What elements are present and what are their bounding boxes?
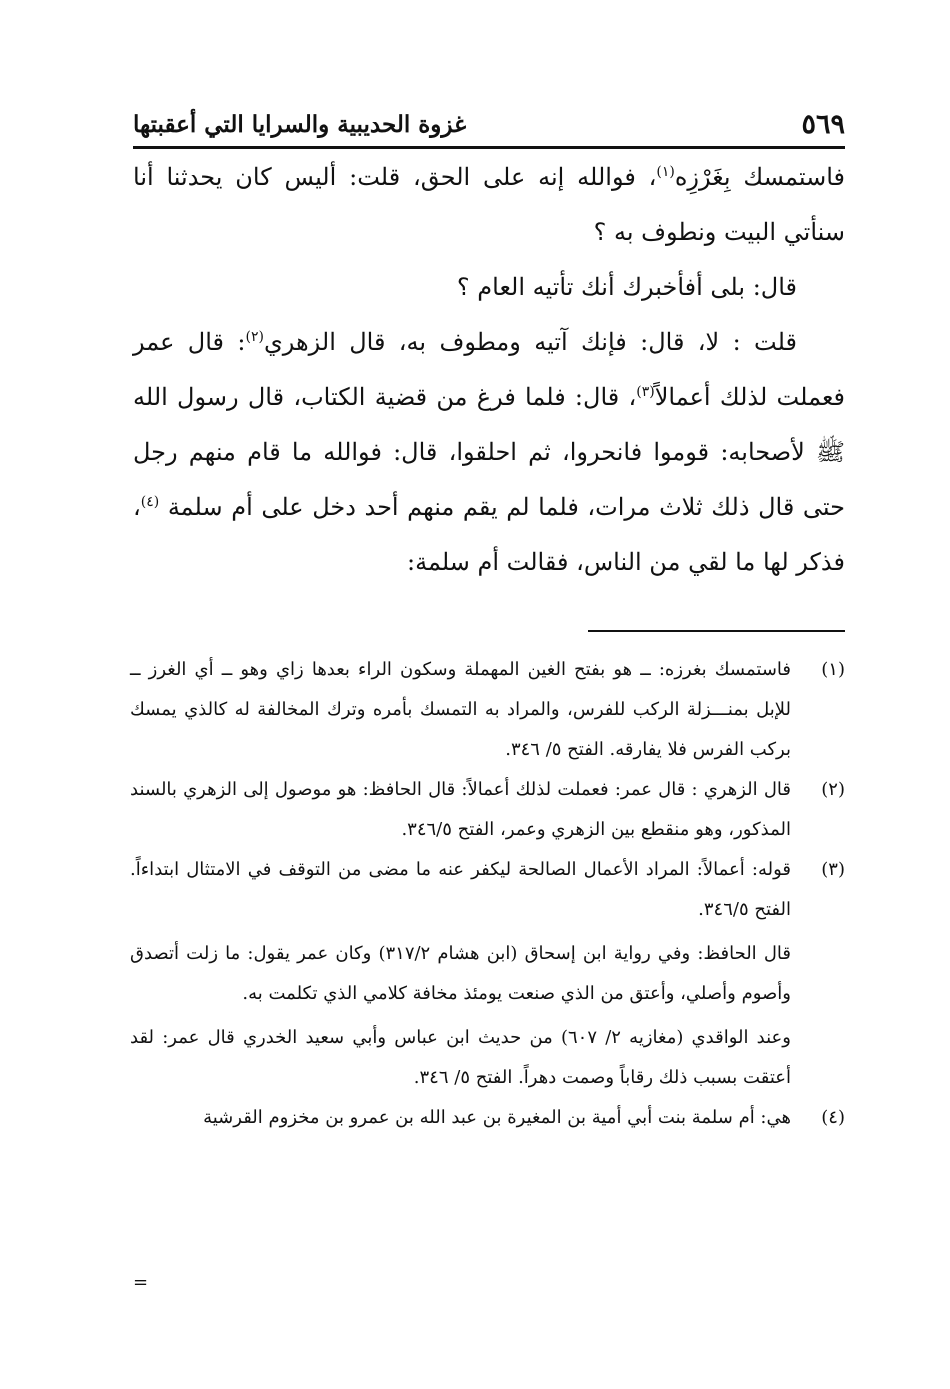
footnote-1 — [130, 650, 845, 770]
footnote-2 — [130, 770, 845, 850]
text-span: فاستمسك بِغَرْزِه — [674, 163, 845, 191]
footnote-ref-1: (١) — [656, 164, 675, 180]
page-header — [133, 104, 845, 144]
footnote-text: هي: أم سلمة بنت أبي أمية بن المغيرة بن عبد الله بن عمرو بن مخزوم القرشية — [203, 1107, 791, 1128]
text-span: قال: بلى أفأخبرك أنك تأتيه العام ؟ — [456, 273, 797, 301]
footnote-4 — [130, 1098, 845, 1138]
main-text — [133, 150, 845, 590]
footnote-number: (٤) — [821, 1107, 845, 1128]
text-span: ، فذكر لها ما لقي من الناس، فقالت أم سلمة: — [133, 493, 845, 576]
footnote-text: فاستمسك بغرزه: ــ هو بفتح الغين المهملة وسكون الراء بعدها زاي وهو ــ أي الغرز ــ للإبل بمنـــزلة الركب للفرس، والمراد به التمسك بأمره وترك المخالفة له كالذي يمسك بركب الفرس فلا يفارقه. الفتح ٥/ ٣٤٦. — [130, 659, 791, 760]
continuation-mark: = — [133, 1272, 149, 1293]
footnote-ref-3: (٣) — [636, 384, 655, 400]
main-paragraph-1 — [133, 150, 845, 260]
footnote-body — [130, 770, 791, 850]
header-rule — [133, 146, 845, 149]
text-span: ، فوالله إنه على الحق، قلت: أليس كان يحدثنا أنا سنأتي البيت ونطوف به ؟ — [133, 163, 845, 246]
page-number: ٥٦٩ — [801, 108, 845, 140]
footnote-text: قوله: أعمالاً: المراد الأعمال الصالحة ليكفر عنه ما مضى من التوقف في الامتثال ابتداءاً. الفتح ٣٤٦/٥. — [130, 859, 791, 920]
footnote-ref-2: (٢) — [245, 329, 264, 345]
footnote-ref-4: (٤) — [140, 494, 160, 510]
footnote-number: (١) — [821, 659, 845, 680]
footnote-body — [130, 850, 791, 1098]
footnote-separator — [588, 630, 845, 632]
running-title: غزوة الحديبية والسرايا التي أعقبتها — [133, 110, 467, 138]
footnote-number: (٢) — [821, 779, 845, 800]
footnote-text: قال الزهري : قال عمر: فعملت لذلك أعمالاً: قال الحافظ: هو موصول إلى الزهري بالسند المذكور، وهو منقطع بين الزهري وعمر، الفتح ٣٤٦/٥. — [130, 779, 791, 840]
text-span: ، قال: فلما فرغ من قضية الكتاب، قال رسول الله ﷺ لأصحابه: قوموا فانحروا، ثم احلقوا، قال: فوالله ما قام منهم رجل حتى قال ذلك ثلاث مرات، فلما لم يقم منهم أحد دخل على أم سلمة — [133, 383, 845, 521]
text-span: : قال عمر فعملت لذلك أعمالاً — [133, 328, 845, 411]
footnote-text: وعند الواقدي (مغازيه ٢/ ٦٠٧) من حديث ابن عباس وأبي سعيد الخدري قال عمر: لقد أعتقت بسبب ذلك رقاباً وصمت دهراً. الفتح ٥/ ٣٤٦. — [130, 1027, 791, 1088]
footnote-3 — [130, 850, 845, 1098]
footnote-text: قال الحافظ: وفي رواية ابن إسحاق (ابن هشام ٣١٧/٢) وكان عمر يقول: ما زلت أتصدق وأصوم وأصلي، وأعتق من الذي صنعت يومئذ مخافة كلامي الذي تكلمت به. — [130, 943, 791, 1004]
text-span: قلت : لا، قال: فإنك آتيه ومطوف به، قال الزهري — [263, 328, 798, 356]
main-paragraph-2 — [133, 260, 845, 315]
footnote-body — [130, 650, 791, 770]
main-paragraph-3 — [133, 315, 845, 590]
footnote-body — [130, 1098, 791, 1138]
footnotes — [130, 650, 845, 1138]
footnote-number: (٣) — [821, 859, 845, 880]
